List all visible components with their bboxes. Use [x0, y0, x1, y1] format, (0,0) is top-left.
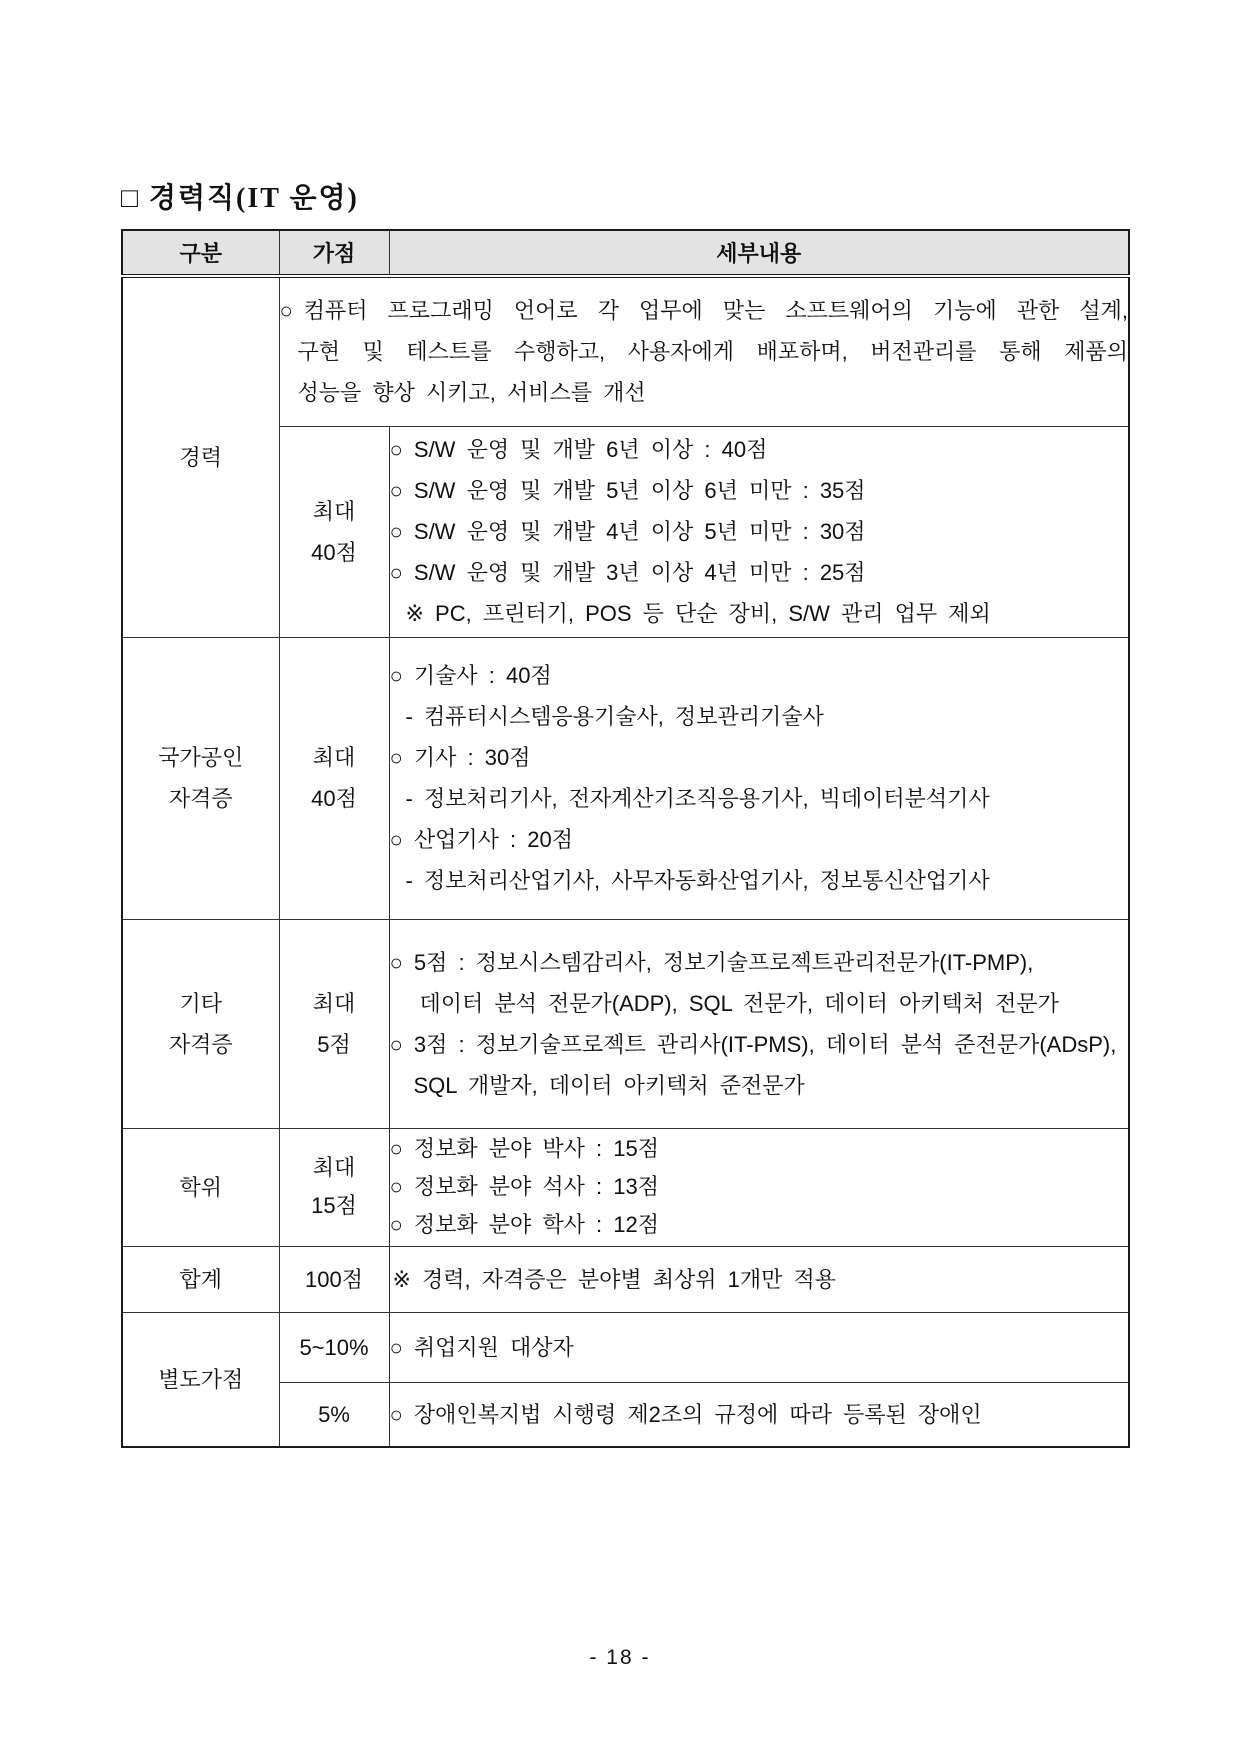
degree-points-cell	[279, 1128, 389, 1246]
header-category: 구분	[122, 230, 279, 276]
table-row-career-intro	[122, 276, 1129, 426]
bonus-details-cell	[389, 1312, 1129, 1382]
career-category-cell	[122, 276, 279, 637]
national-certificate-category-cell	[122, 637, 279, 919]
table-row-bonus	[122, 1312, 1129, 1382]
points-label: 최대	[312, 1155, 356, 1180]
detail-continuation: 데이터 분석 전문가(ADP), SQL 전문가, 데이터 아키텍처 전문가	[419, 990, 1059, 1016]
points-value: 5%	[318, 1401, 350, 1427]
detail-subline: - 정보처리산업기사, 사무자동화산업기사, 정보통신산업기사	[405, 868, 990, 893]
scoring-table	[121, 229, 1130, 1448]
table-row-degree	[122, 1128, 1129, 1246]
other-certificate-points-cell	[279, 919, 389, 1128]
detail-line: ○ S/W 운영 및 개발 6년 이상 : 40점	[389, 437, 768, 462]
total-details-cell	[389, 1246, 1129, 1312]
detail-line: ○ 정보화 분야 박사 : 15점	[389, 1136, 659, 1161]
category-label: 자격증	[168, 786, 233, 811]
detail-note: ※ PC, 프린터기, POS 등 단순 장비, S/W 관리 업무 제외	[405, 601, 991, 626]
points-value: 5~10%	[299, 1334, 369, 1360]
detail-subline: - 정보처리기사, 전자계산기조직응용기사, 빅데이터분석기사	[405, 786, 990, 811]
detail-line: ○ 산업기사 : 20점	[389, 827, 573, 852]
career-details-cell	[389, 426, 1129, 637]
page-number: - 18 -	[589, 1646, 651, 1669]
career-description-line: 구현 및 테스트를 수행하고, 사용자에게 배포하며, 버전관리를 통해 제품의	[297, 339, 1128, 365]
career-points-cell	[279, 426, 389, 637]
points-value: 100점	[305, 1266, 363, 1292]
category-label: 학위	[179, 1174, 222, 1200]
table-row-national-certificate	[122, 637, 1129, 919]
section-title: □ 경력직(IT 운영)	[121, 183, 359, 214]
detail-line: ○ S/W 운영 및 개발 5년 이상 6년 미만 : 35점	[389, 478, 866, 503]
other-certificate-details-cell	[389, 919, 1129, 1128]
detail-line: ○ 3점 : 정보기술프로젝트 관리사(IT-PMS), 데이터 분석 준전문가(ADsP),	[389, 1031, 1117, 1057]
detail-line: ○ S/W 운영 및 개발 3년 이상 4년 미만 : 25점	[389, 560, 866, 585]
table-row-total	[122, 1246, 1129, 1312]
points-label: 최대	[312, 990, 356, 1016]
category-label: 기타	[179, 990, 222, 1016]
bonus-details-cell	[389, 1382, 1129, 1447]
points-value: 40점	[311, 539, 357, 565]
header-points: 가점	[279, 230, 389, 276]
category-label: 국가공인	[158, 745, 244, 770]
header-details: 세부내용	[389, 230, 1129, 276]
bonus-points-cell	[279, 1382, 389, 1447]
detail-line: ○ 장애인복지법 시행령 제2조의 규정에 따라 등록된 장애인	[389, 1401, 982, 1427]
total-points-cell	[279, 1246, 389, 1312]
detail-note: ※ 경력, 자격증은 분야별 최상위 1개만 적용	[392, 1266, 836, 1292]
national-certificate-points-cell	[279, 637, 389, 919]
bonus-points-cell	[279, 1312, 389, 1382]
category-label: 자격증	[168, 1031, 233, 1057]
detail-line: ○ 취업지원 대상자	[389, 1334, 574, 1360]
degree-category-cell	[122, 1128, 279, 1246]
detail-line: ○ S/W 운영 및 개발 4년 이상 5년 미만 : 30점	[389, 519, 866, 544]
detail-line: ○ 5점 : 정보시스템감리사, 정보기술프로젝트관리전문가(IT-PMP),	[389, 949, 1034, 975]
bonus-category-cell	[122, 1312, 279, 1447]
detail-subline: - 컴퓨터시스템응용기술사, 정보관리기술사	[405, 704, 824, 729]
category-label: 별도가점	[158, 1366, 244, 1392]
detail-continuation: SQL 개발자, 데이터 아키텍처 준전문가	[413, 1072, 805, 1098]
points-value: 5점	[317, 1031, 351, 1057]
table-row-other-certificate	[122, 919, 1129, 1128]
detail-line: ○ 정보화 분야 석사 : 13점	[389, 1174, 659, 1199]
total-category-cell	[122, 1246, 279, 1312]
career-category-label: 경력	[179, 444, 222, 470]
table-header-row	[122, 230, 1129, 276]
points-label: 최대	[312, 745, 356, 770]
detail-line: ○ 정보화 분야 학사 : 12점	[389, 1212, 659, 1237]
other-certificate-category-cell	[122, 919, 279, 1128]
detail-line: ○ 기사 : 30점	[389, 745, 531, 770]
career-description-cell	[279, 276, 1129, 426]
points-value: 15점	[311, 1193, 357, 1218]
career-description-line: ○컴퓨터 프로그래밍 언어로 각 업무에 맞는 소프트웨어의 기능에 관한 설계,	[279, 298, 1128, 324]
points-label: 최대	[312, 498, 356, 524]
points-value: 40점	[311, 786, 357, 811]
national-certificate-details-cell	[389, 637, 1129, 919]
category-label: 합계	[179, 1266, 222, 1292]
career-description-line: 성능을 향상 시키고, 서비스를 개선	[297, 380, 646, 406]
detail-line: ○ 기술사 : 40점	[389, 663, 552, 688]
degree-details-cell	[389, 1128, 1129, 1246]
